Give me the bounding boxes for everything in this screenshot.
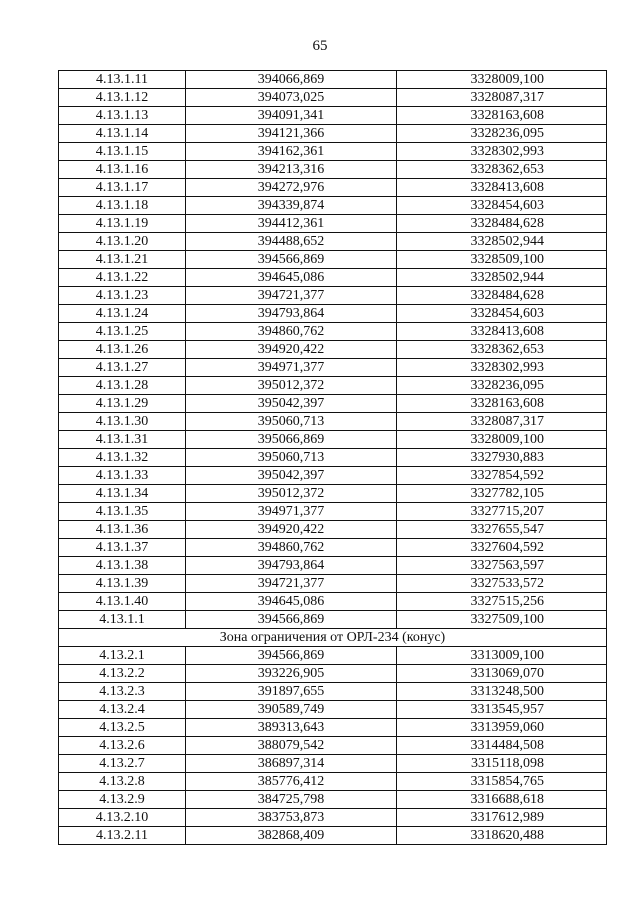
x-coordinate-cell: 384725,798 — [186, 791, 397, 809]
x-coordinate-cell: 394645,086 — [186, 269, 397, 287]
y-coordinate-cell: 3328509,100 — [397, 251, 607, 269]
table-row — [59, 143, 607, 161]
y-coordinate-cell: 3328413,608 — [397, 179, 607, 197]
table-row — [59, 485, 607, 503]
x-coordinate-cell: 382868,409 — [186, 827, 397, 845]
point-number-cell: 4.13.1.38 — [59, 557, 186, 575]
coordinates-table-body — [59, 71, 607, 845]
table-row — [59, 809, 607, 827]
y-coordinate-cell: 3327509,100 — [397, 611, 607, 629]
y-coordinate-cell: 3328454,603 — [397, 197, 607, 215]
point-number-cell: 4.13.1.23 — [59, 287, 186, 305]
table-row — [59, 791, 607, 809]
section-header-row — [59, 629, 607, 647]
y-coordinate-cell: 3328454,603 — [397, 305, 607, 323]
point-number-cell: 4.13.2.4 — [59, 701, 186, 719]
point-number-cell: 4.13.1.21 — [59, 251, 186, 269]
point-number-cell: 4.13.1.32 — [59, 449, 186, 467]
table-row — [59, 179, 607, 197]
point-number-cell: 4.13.2.8 — [59, 773, 186, 791]
y-coordinate-cell: 3328413,608 — [397, 323, 607, 341]
y-coordinate-cell: 3316688,618 — [397, 791, 607, 809]
y-coordinate-cell: 3315118,098 — [397, 755, 607, 773]
x-coordinate-cell: 393226,905 — [186, 665, 397, 683]
point-number-cell: 4.13.1.26 — [59, 341, 186, 359]
point-number-cell: 4.13.1.14 — [59, 125, 186, 143]
y-coordinate-cell: 3328502,944 — [397, 269, 607, 287]
table-row — [59, 467, 607, 485]
y-coordinate-cell: 3327715,207 — [397, 503, 607, 521]
x-coordinate-cell: 394162,361 — [186, 143, 397, 161]
y-coordinate-cell: 3328087,317 — [397, 89, 607, 107]
y-coordinate-cell: 3328236,095 — [397, 125, 607, 143]
y-coordinate-cell: 3328236,095 — [397, 377, 607, 395]
point-number-cell: 4.13.1.12 — [59, 89, 186, 107]
point-number-cell: 4.13.1.36 — [59, 521, 186, 539]
y-coordinate-cell: 3313545,957 — [397, 701, 607, 719]
table-row — [59, 503, 607, 521]
coordinates-table — [58, 70, 607, 845]
table-row — [59, 305, 607, 323]
point-number-cell: 4.13.1.24 — [59, 305, 186, 323]
page-number: 65 — [312, 38, 328, 54]
y-coordinate-cell: 3313069,070 — [397, 665, 607, 683]
y-coordinate-cell: 3313009,100 — [397, 647, 607, 665]
table-row — [59, 431, 607, 449]
point-number-cell: 4.13.1.17 — [59, 179, 186, 197]
point-number-cell: 4.13.1.15 — [59, 143, 186, 161]
table-row — [59, 755, 607, 773]
y-coordinate-cell: 3317612,989 — [397, 809, 607, 827]
table-row — [59, 827, 607, 845]
x-coordinate-cell: 394645,086 — [186, 593, 397, 611]
x-coordinate-cell: 394721,377 — [186, 575, 397, 593]
point-number-cell: 4.13.1.28 — [59, 377, 186, 395]
x-coordinate-cell: 389313,643 — [186, 719, 397, 737]
point-number-cell: 4.13.1.1 — [59, 611, 186, 629]
point-number-cell: 4.13.1.25 — [59, 323, 186, 341]
y-coordinate-cell: 3328484,628 — [397, 215, 607, 233]
table-row — [59, 359, 607, 377]
point-number-cell: 4.13.1.27 — [59, 359, 186, 377]
table-row — [59, 737, 607, 755]
y-coordinate-cell: 3315854,765 — [397, 773, 607, 791]
y-coordinate-cell: 3328362,653 — [397, 161, 607, 179]
x-coordinate-cell: 395042,397 — [186, 395, 397, 413]
y-coordinate-cell: 3314484,508 — [397, 737, 607, 755]
y-coordinate-cell: 3328484,628 — [397, 287, 607, 305]
table-row — [59, 197, 607, 215]
table-row — [59, 71, 607, 89]
x-coordinate-cell: 394488,652 — [186, 233, 397, 251]
table-row — [59, 773, 607, 791]
y-coordinate-cell: 3328163,608 — [397, 107, 607, 125]
x-coordinate-cell: 394213,316 — [186, 161, 397, 179]
table-row — [59, 377, 607, 395]
x-coordinate-cell: 390589,749 — [186, 701, 397, 719]
x-coordinate-cell: 394339,874 — [186, 197, 397, 215]
point-number-cell: 4.13.2.2 — [59, 665, 186, 683]
y-coordinate-cell: 3328163,608 — [397, 395, 607, 413]
table-row — [59, 593, 607, 611]
x-coordinate-cell: 394412,361 — [186, 215, 397, 233]
table-row — [59, 701, 607, 719]
y-coordinate-cell: 3327655,547 — [397, 521, 607, 539]
point-number-cell: 4.13.1.39 — [59, 575, 186, 593]
x-coordinate-cell: 394121,366 — [186, 125, 397, 143]
y-coordinate-cell: 3328302,993 — [397, 359, 607, 377]
y-coordinate-cell: 3327930,883 — [397, 449, 607, 467]
table-row — [59, 251, 607, 269]
x-coordinate-cell: 391897,655 — [186, 683, 397, 701]
point-number-cell: 4.13.2.5 — [59, 719, 186, 737]
table-row — [59, 449, 607, 467]
y-coordinate-cell: 3327533,572 — [397, 575, 607, 593]
x-coordinate-cell: 394091,341 — [186, 107, 397, 125]
x-coordinate-cell: 394793,864 — [186, 557, 397, 575]
x-coordinate-cell: 395066,869 — [186, 431, 397, 449]
x-coordinate-cell: 394566,869 — [186, 251, 397, 269]
point-number-cell: 4.13.1.35 — [59, 503, 186, 521]
x-coordinate-cell: 395060,713 — [186, 449, 397, 467]
table-row — [59, 215, 607, 233]
x-coordinate-cell: 395042,397 — [186, 467, 397, 485]
point-number-cell: 4.13.1.40 — [59, 593, 186, 611]
table-row — [59, 89, 607, 107]
y-coordinate-cell: 3328087,317 — [397, 413, 607, 431]
point-number-cell: 4.13.1.20 — [59, 233, 186, 251]
y-coordinate-cell: 3328362,653 — [397, 341, 607, 359]
table-row — [59, 287, 607, 305]
y-coordinate-cell: 3327782,105 — [397, 485, 607, 503]
section-title: Зона ограничения от ОРЛ-234 (конус) — [59, 629, 607, 647]
x-coordinate-cell: 394066,869 — [186, 71, 397, 89]
table-row — [59, 125, 607, 143]
point-number-cell: 4.13.2.10 — [59, 809, 186, 827]
y-coordinate-cell: 3313959,060 — [397, 719, 607, 737]
x-coordinate-cell: 386897,314 — [186, 755, 397, 773]
table-row — [59, 269, 607, 287]
point-number-cell: 4.13.2.11 — [59, 827, 186, 845]
point-number-cell: 4.13.1.11 — [59, 71, 186, 89]
table-row — [59, 233, 607, 251]
point-number-cell: 4.13.2.7 — [59, 755, 186, 773]
point-number-cell: 4.13.1.29 — [59, 395, 186, 413]
x-coordinate-cell: 394920,422 — [186, 521, 397, 539]
table-row — [59, 521, 607, 539]
x-coordinate-cell: 394272,976 — [186, 179, 397, 197]
table-row — [59, 395, 607, 413]
table-row — [59, 323, 607, 341]
point-number-cell: 4.13.1.16 — [59, 161, 186, 179]
x-coordinate-cell: 394793,864 — [186, 305, 397, 323]
table-row — [59, 161, 607, 179]
point-number-cell: 4.13.1.33 — [59, 467, 186, 485]
table-row — [59, 665, 607, 683]
y-coordinate-cell: 3318620,488 — [397, 827, 607, 845]
x-coordinate-cell: 394566,869 — [186, 647, 397, 665]
table-row — [59, 413, 607, 431]
table-row — [59, 611, 607, 629]
y-coordinate-cell: 3313248,500 — [397, 683, 607, 701]
table-row — [59, 341, 607, 359]
x-coordinate-cell: 394971,377 — [186, 503, 397, 521]
x-coordinate-cell: 383753,873 — [186, 809, 397, 827]
x-coordinate-cell: 394860,762 — [186, 323, 397, 341]
table-row — [59, 539, 607, 557]
y-coordinate-cell: 3328009,100 — [397, 71, 607, 89]
table-row — [59, 719, 607, 737]
table-row — [59, 647, 607, 665]
x-coordinate-cell: 394566,869 — [186, 611, 397, 629]
point-number-cell: 4.13.1.31 — [59, 431, 186, 449]
table-row — [59, 683, 607, 701]
point-number-cell: 4.13.2.3 — [59, 683, 186, 701]
point-number-cell: 4.13.1.18 — [59, 197, 186, 215]
table-row — [59, 107, 607, 125]
table-row — [59, 557, 607, 575]
x-coordinate-cell: 394920,422 — [186, 341, 397, 359]
point-number-cell: 4.13.1.19 — [59, 215, 186, 233]
x-coordinate-cell: 395060,713 — [186, 413, 397, 431]
point-number-cell: 4.13.1.34 — [59, 485, 186, 503]
x-coordinate-cell: 395012,372 — [186, 485, 397, 503]
y-coordinate-cell: 3327604,592 — [397, 539, 607, 557]
x-coordinate-cell: 394971,377 — [186, 359, 397, 377]
x-coordinate-cell: 385776,412 — [186, 773, 397, 791]
x-coordinate-cell: 394860,762 — [186, 539, 397, 557]
y-coordinate-cell: 3327563,597 — [397, 557, 607, 575]
point-number-cell: 4.13.1.22 — [59, 269, 186, 287]
point-number-cell: 4.13.1.37 — [59, 539, 186, 557]
y-coordinate-cell: 3328302,993 — [397, 143, 607, 161]
x-coordinate-cell: 388079,542 — [186, 737, 397, 755]
point-number-cell: 4.13.1.30 — [59, 413, 186, 431]
point-number-cell: 4.13.1.13 — [59, 107, 186, 125]
y-coordinate-cell: 3328502,944 — [397, 233, 607, 251]
y-coordinate-cell: 3327515,256 — [397, 593, 607, 611]
y-coordinate-cell: 3328009,100 — [397, 431, 607, 449]
y-coordinate-cell: 3327854,592 — [397, 467, 607, 485]
point-number-cell: 4.13.2.1 — [59, 647, 186, 665]
x-coordinate-cell: 394073,025 — [186, 89, 397, 107]
point-number-cell: 4.13.2.9 — [59, 791, 186, 809]
x-coordinate-cell: 394721,377 — [186, 287, 397, 305]
x-coordinate-cell: 395012,372 — [186, 377, 397, 395]
point-number-cell: 4.13.2.6 — [59, 737, 186, 755]
table-row — [59, 575, 607, 593]
